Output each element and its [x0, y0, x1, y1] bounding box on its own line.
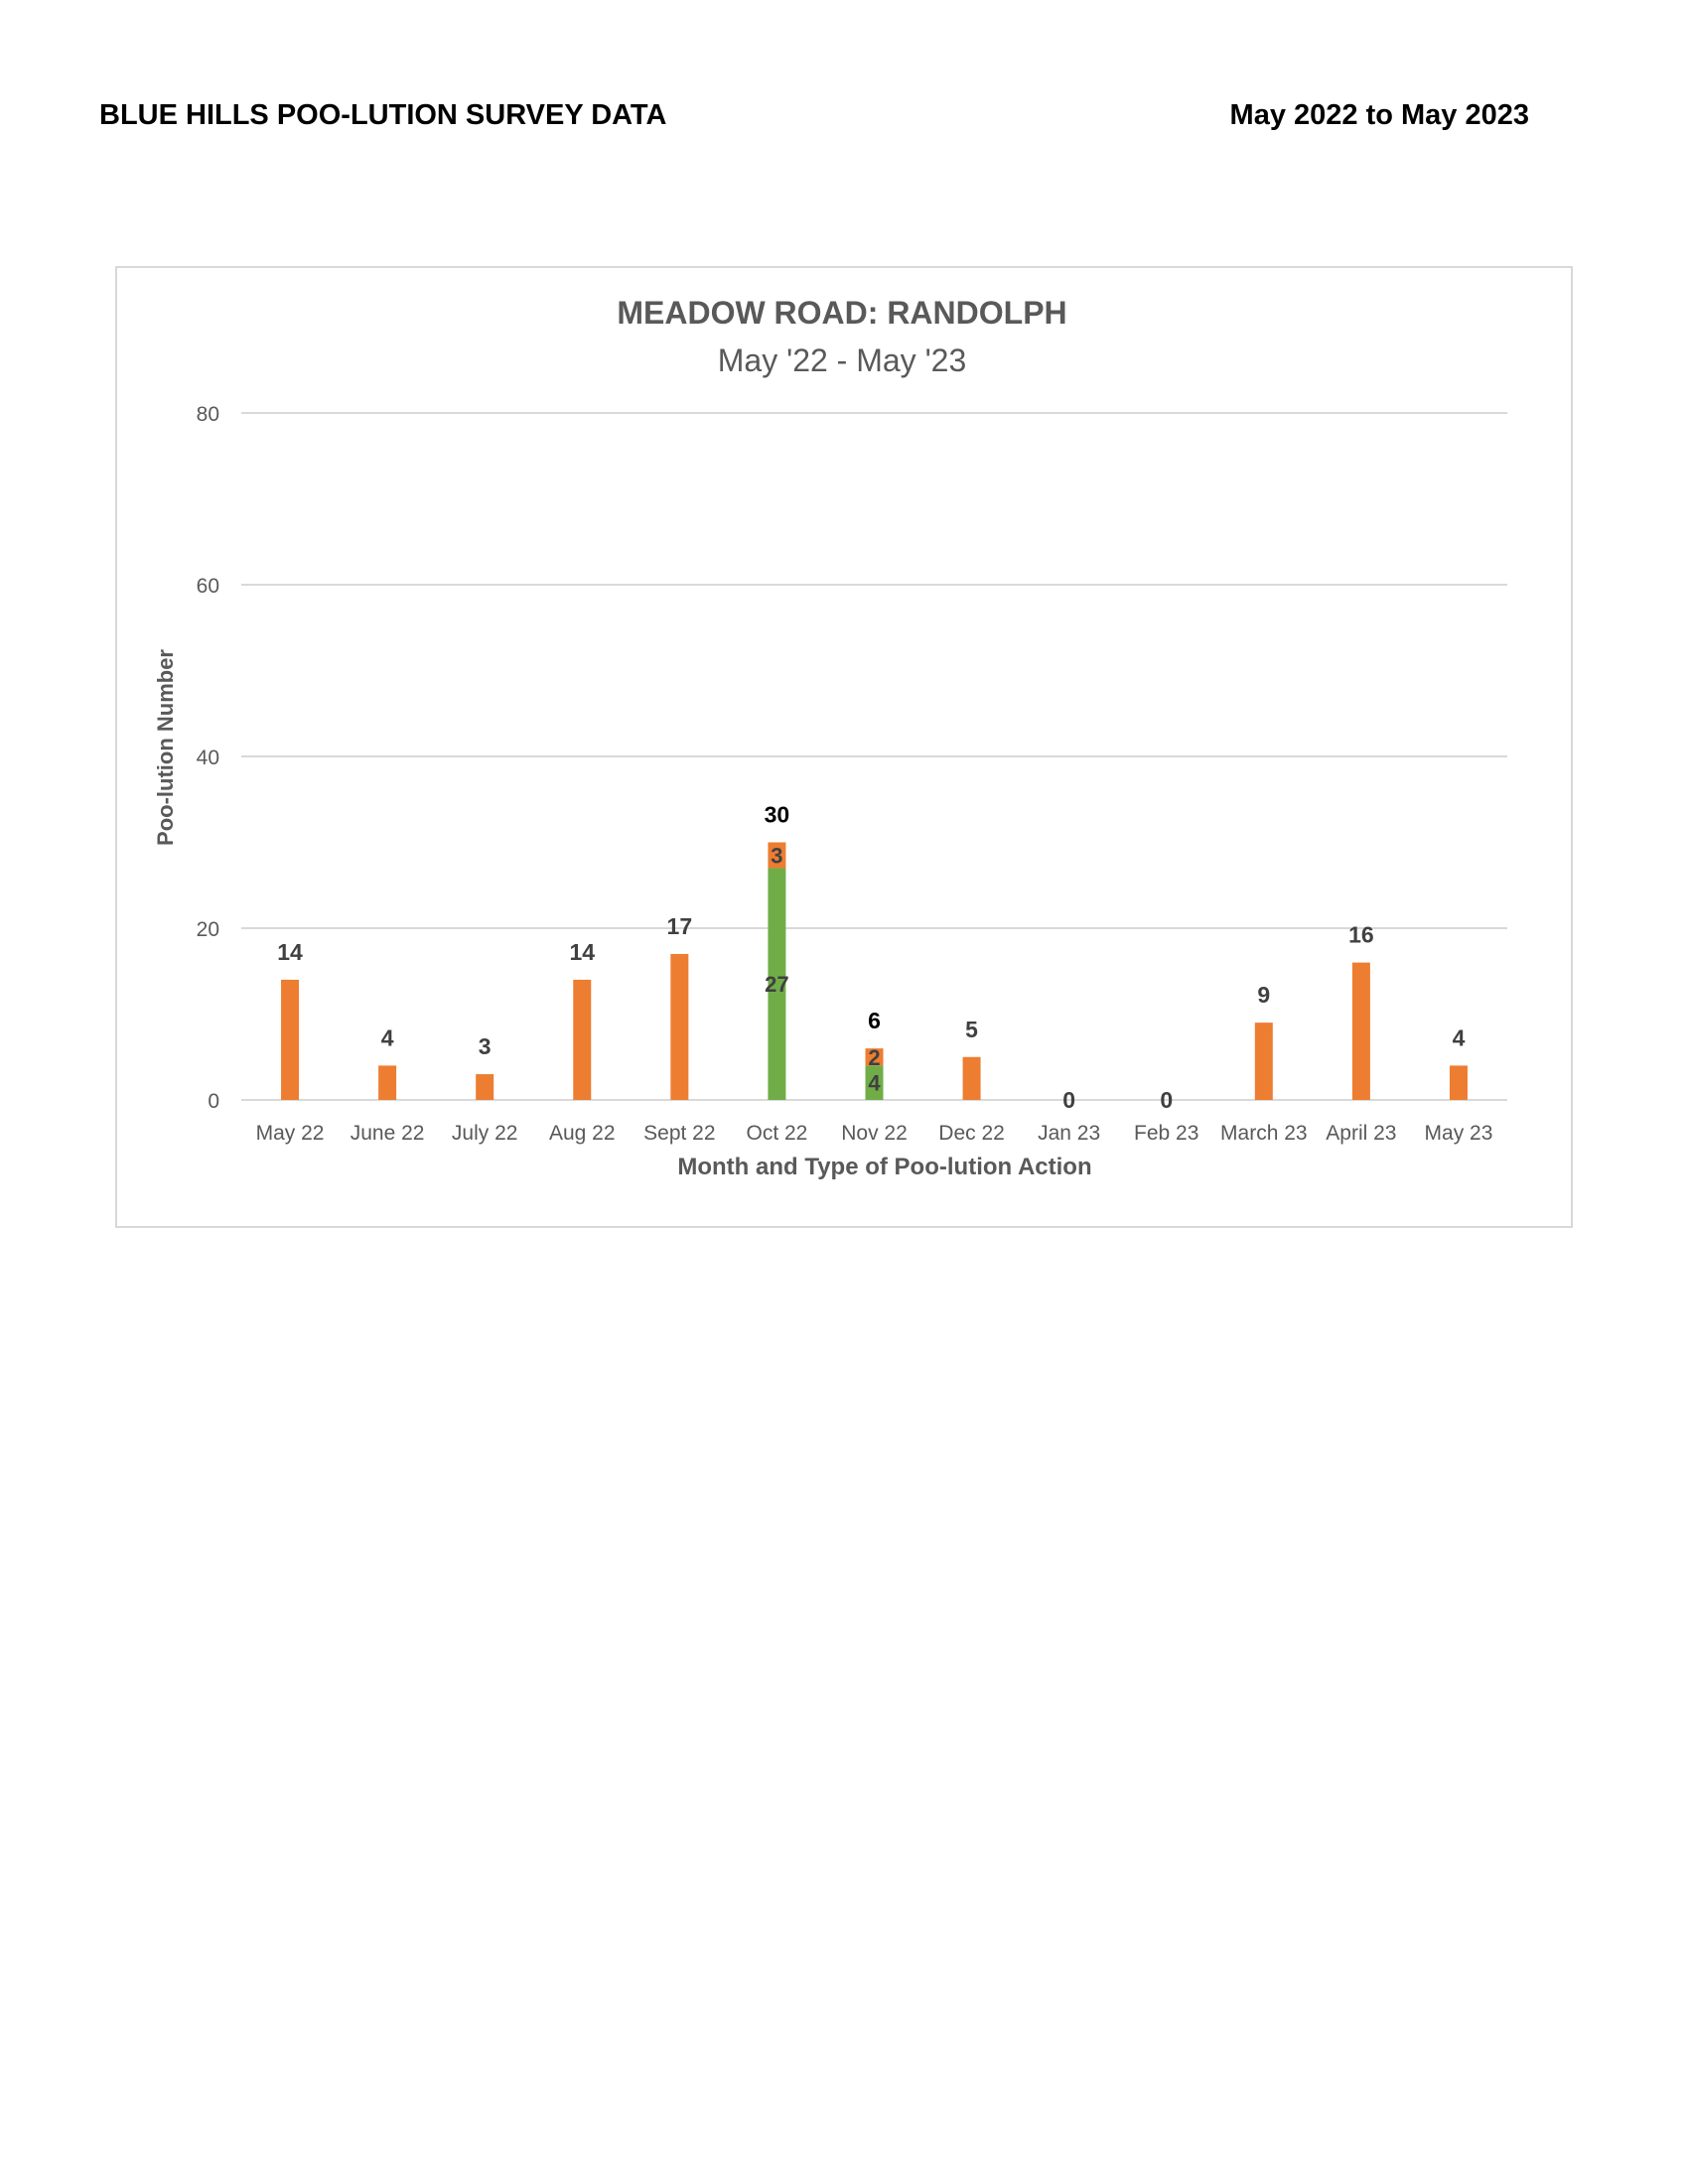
bar-orange: [573, 980, 591, 1100]
document-header: [99, 99, 1529, 139]
x-tick-label: Oct 22: [746, 1122, 808, 1145]
total-label: 4: [380, 1024, 394, 1051]
chart-frame: [115, 266, 1573, 1228]
x-axis-label: Month and Type of Poo-lution Action: [677, 1154, 1092, 1180]
x-tick-label: July 22: [451, 1122, 518, 1145]
y-tick-label: 20: [196, 918, 219, 941]
y-tick-label: 80: [196, 403, 219, 426]
total-label: 14: [277, 938, 303, 965]
segment-label: 4: [868, 1070, 881, 1096]
x-tick-label: June 22: [350, 1122, 425, 1145]
document-title: BLUE HILLS POO-LUTION SURVEY DATA: [99, 99, 667, 131]
document-date-range: May 2022 to May 2023: [1229, 99, 1529, 131]
bar-orange: [963, 1057, 981, 1100]
bar-orange: [1255, 1023, 1273, 1100]
y-tick-label: 60: [196, 575, 219, 598]
segment-label: 3: [771, 843, 783, 869]
segment-label: 2: [868, 1044, 881, 1070]
total-label: 30: [764, 801, 790, 828]
bar-orange: [476, 1074, 493, 1100]
x-tick-label: Jan 23: [1038, 1122, 1101, 1145]
segment-label: 27: [765, 972, 789, 998]
bar-chart: [117, 268, 1571, 1226]
x-tick-label: April 23: [1326, 1122, 1397, 1145]
bar-orange: [1450, 1065, 1468, 1100]
x-tick-label: May 22: [255, 1122, 325, 1145]
total-label: 9: [1257, 982, 1271, 1009]
y-tick-label: 40: [196, 747, 219, 769]
data-labels: [277, 802, 1465, 1114]
total-label: 0: [1062, 1087, 1076, 1113]
y-axis-ticks: [197, 403, 219, 1113]
total-label: 17: [666, 912, 693, 939]
total-label: 0: [1160, 1087, 1174, 1113]
x-tick-label: May 23: [1424, 1122, 1493, 1145]
x-tick-label: Dec 22: [938, 1122, 1005, 1145]
total-label: 6: [868, 1008, 881, 1034]
total-label: 14: [569, 938, 596, 965]
x-axis-ticks: [256, 1122, 1493, 1145]
x-tick-label: Feb 23: [1134, 1122, 1199, 1145]
total-label: 16: [1348, 921, 1374, 948]
chart-title: MEADOW ROAD: RANDOLPH: [617, 295, 1067, 331]
gridlines: [241, 413, 1507, 1100]
total-label: 5: [965, 1016, 978, 1042]
x-tick-label: Sept 22: [643, 1122, 716, 1145]
chart-subtitle: May '22 - May '23: [717, 342, 967, 378]
total-label: 3: [478, 1033, 492, 1060]
bar-orange: [1352, 963, 1370, 1100]
y-axis-label: Poo-lution Number: [153, 649, 178, 846]
y-tick-label: 0: [208, 1090, 219, 1113]
x-tick-label: Nov 22: [841, 1122, 908, 1145]
x-tick-label: Aug 22: [548, 1122, 616, 1145]
total-label: 4: [1452, 1024, 1466, 1051]
bar-orange: [281, 980, 299, 1100]
bar-orange: [378, 1065, 396, 1100]
bar-orange: [670, 954, 688, 1100]
x-tick-label: March 23: [1220, 1122, 1308, 1145]
